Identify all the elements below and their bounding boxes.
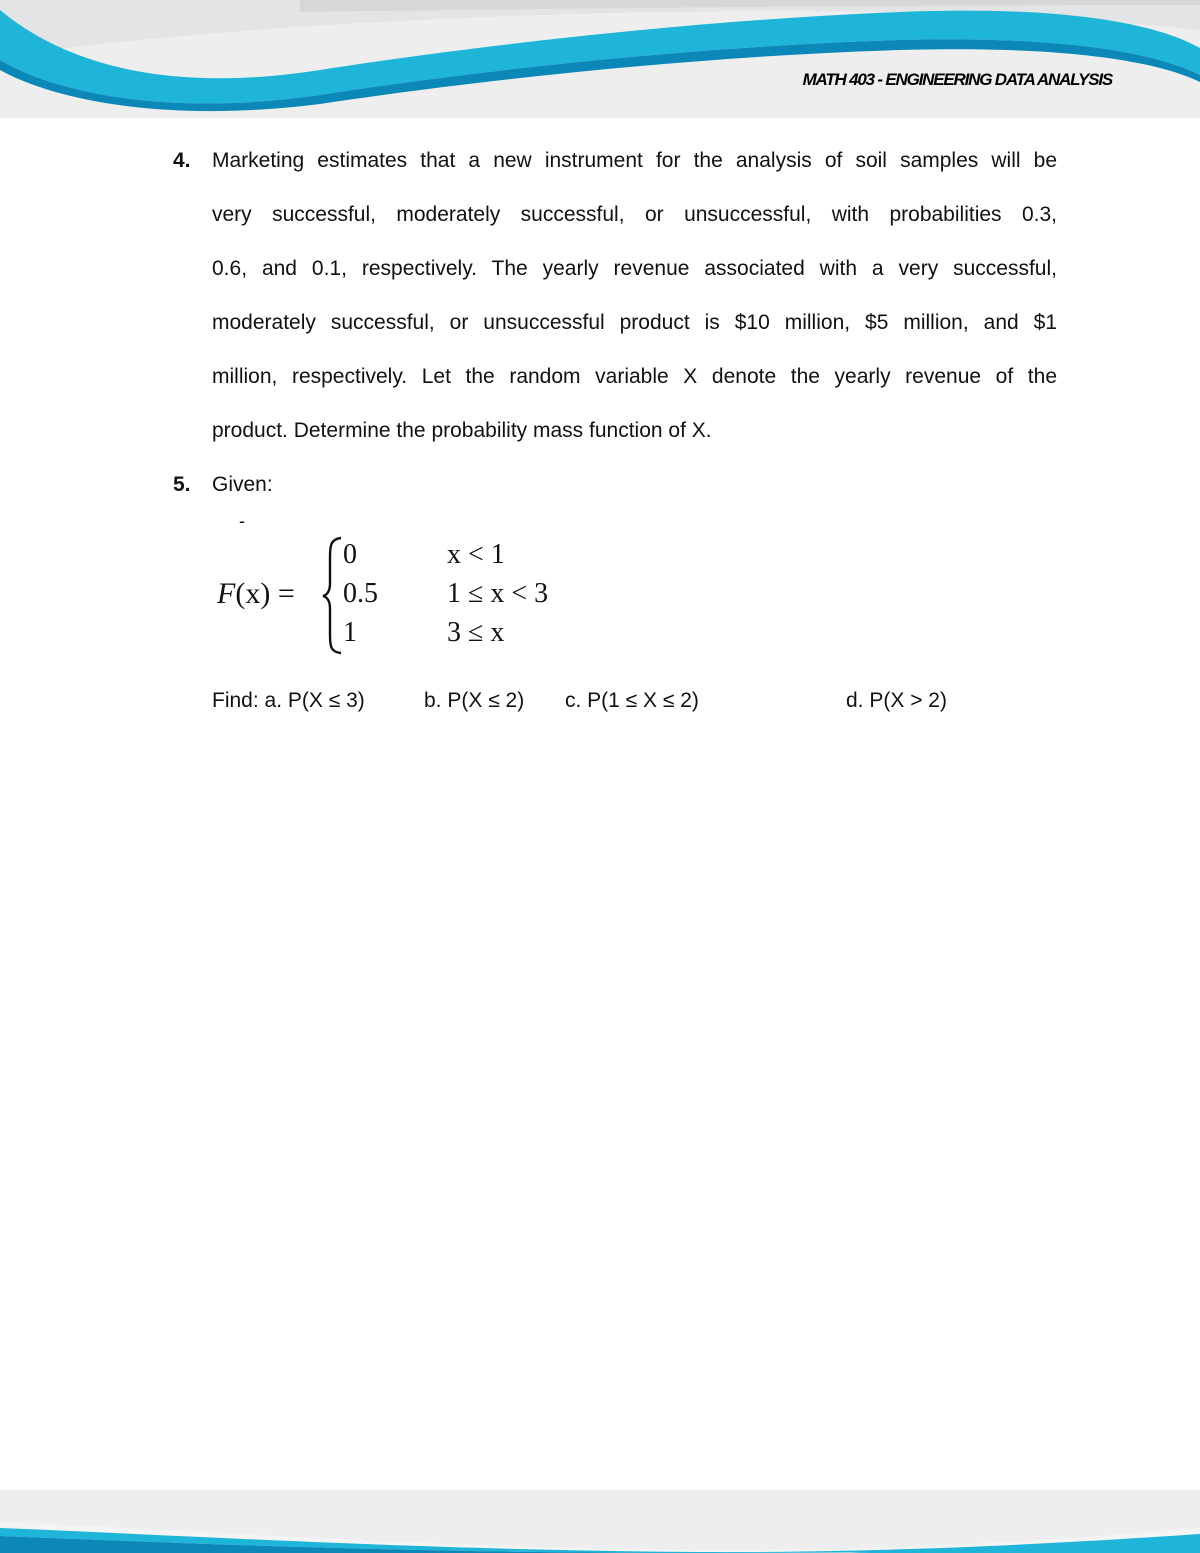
problem-line: moderately successful, or unsuccessful product is $10 million, $5 million, and $1	[212, 311, 1057, 334]
problem-line: Marketing estimates that a new instrument for the analysis of soil samples will be	[212, 149, 1057, 172]
piece-condition: 1 ≤ x < 3	[447, 578, 549, 609]
problem-line: Given:	[212, 473, 273, 496]
find-d: d. P(X > 2)	[846, 689, 947, 712]
equals-sign: =	[277, 577, 295, 610]
cdf-func-arg: (x)	[235, 577, 271, 610]
piece-condition: 3 ≤ x	[447, 617, 505, 648]
problem-line: very successful, moderately successful, or unsuccessful, with probabilities 0.3,	[212, 203, 1057, 226]
left-brace-icon	[321, 535, 345, 655]
cdf-func-name: F	[217, 577, 236, 610]
cdf-lhs	[217, 577, 295, 611]
problem-number: 5.	[173, 473, 191, 496]
footer-banner	[0, 1490, 1200, 1553]
find-a: Find: a. P(X ≤ 3)	[212, 689, 365, 712]
problem-line: 0.6, and 0.1, respectively. The yearly revenue associated with a very successful,	[212, 257, 1057, 280]
stray-mark: -	[239, 511, 245, 531]
piece-value: 0	[343, 539, 357, 570]
header-banner	[0, 0, 1200, 118]
problem-line: million, respectively. Let the random variable X denote the yearly revenue of the	[212, 365, 1057, 388]
piece-value: 0.5	[343, 578, 378, 609]
problem-number: 4.	[173, 149, 191, 172]
piece-condition: x < 1	[447, 539, 505, 570]
course-title: MATH 403 - ENGINEERING DATA ANALYSIS	[802, 70, 1112, 89]
find-c: c. P(1 ≤ X ≤ 2)	[565, 689, 699, 712]
problem-line: product. Determine the probability mass function of X.	[212, 419, 712, 442]
piece-value: 1	[343, 617, 357, 648]
cdf-equation	[215, 533, 635, 658]
find-b: b. P(X ≤ 2)	[424, 689, 525, 712]
